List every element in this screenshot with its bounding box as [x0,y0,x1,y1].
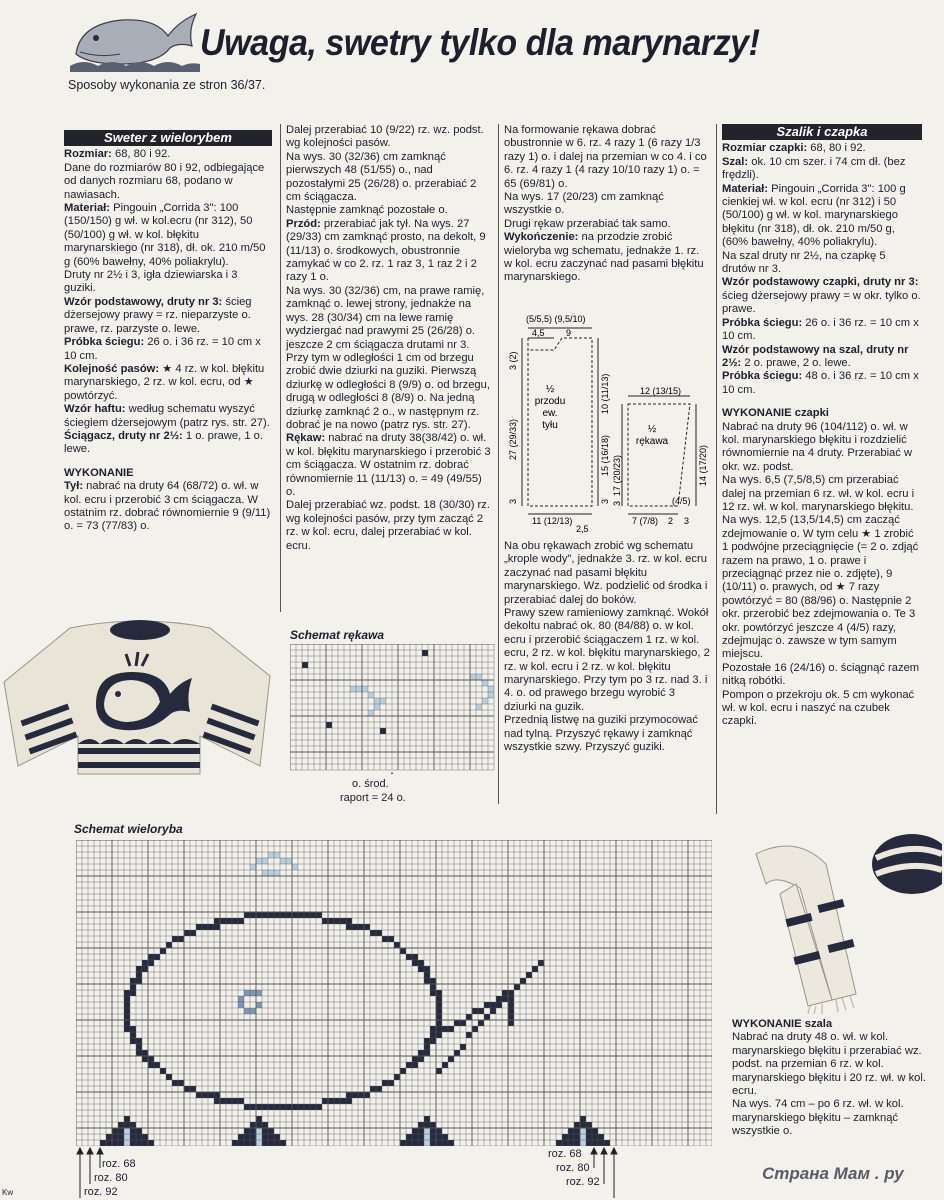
paragraph [722,474,922,514]
paragraph-lead: Szal: [722,155,749,168]
paragraph-text: ścieg dżersejowy prawy = rz. nieparzyste o. prawe, rz. parzyste o. lewe. [64,295,252,335]
paragraph-lead: Wzór haftu: [64,403,126,416]
paragraph-text: 26 o. i 36 rz. = 10 cm x 10 cm. [64,336,261,362]
dim-top-a: (5/5,5) (9,5/10) [526,314,586,324]
dim-top-c: 9 [566,328,572,338]
paragraph [504,231,710,285]
paragraph-text: 68, 80 i 92. [111,148,171,161]
paragraph-lead: Przód: [286,217,321,230]
paragraph-text: Druty nr 2½ i 3, igła dziewiarska i 3 guziki. [64,269,238,295]
paragraph [64,148,272,161]
paragraph [732,1098,928,1138]
sweater-column-2 [286,124,492,553]
paragraph [504,540,710,607]
dim-sleeve-left-1: 17 (20/23) [612,454,622,496]
paragraph [286,151,492,205]
paragraph-lead: Ściągacz, druty nr 2½: [64,429,183,442]
column-divider [498,124,499,804]
scarf-hat-materials [722,142,922,397]
paragraph [286,218,492,285]
paragraph-lead: Wykończenie: [504,231,579,244]
paragraph-text: 48 o. i 36 rz. = 10 cm x 10 cm. [722,370,919,396]
paragraph-text: Na formowanie rękawa dobrać obustronnie w 6. rz. 4 razy 1 (6 razy 1/3 razy 1) o. i dalej na przemian w co 4. i co 6. rz. 4 razy 1 (4 razy 10/10 razy 1) o. = 65 (69/81) o. [504,124,707,190]
dim-left-2: 27 (29/33) [508,418,518,460]
paragraph [722,250,922,277]
dim-right-3: 3 [600,498,610,504]
paragraph [286,499,492,553]
paragraph [504,124,710,191]
paragraph [722,183,922,250]
paragraph [64,363,272,403]
paragraph [504,607,710,714]
hat-instructions [722,421,922,729]
paragraph-lead: Wzór podstawowy czapki, druty nr 3: [722,276,919,289]
size-diagram [502,310,714,536]
paragraph [286,432,492,499]
paragraph [64,403,272,430]
whale-chart-title: Schemat wieloryba [74,822,183,836]
paragraph [722,514,922,661]
paragraph-text: Nabrać na druty 96 (104/112) o. wł. w kol. marynarskiego błękitu i rozdzielić równomiernie na 4 druty. Przerabiać w okr. wz. podst. [722,420,913,473]
dim-sleeve-bottom-3: 3 [684,516,690,526]
corner-mark: Kw [2,1188,14,1197]
whale-left-size-80: roz. 80 [94,1172,128,1184]
paragraph-text: według schematu wyszyć ściegiem dżersejowym (patrz rys. str. 27). [64,403,270,429]
scarf-instructions-heading: WYKONANIE szala [732,1018,833,1030]
paragraph [504,191,710,218]
paragraph [64,269,272,296]
paragraph-text: na przodzie zrobić wieloryba wg schematu, jednakże 1. rz. w kol. ecru zaczynać nad pasami błękitu marynarskiego. [504,231,704,284]
whale-chart [76,840,712,1146]
paragraph-text: Na wys. 12,5 (13,5/14,5) cm zacząć zdejmowanie o. W tym celu ★ 1 zrobić 1 podwójne przeciągnięcie (= 2 o. zdjąć razem na prawo, 1 o. prawe i przeciągnąć przez nie o. zdjęte), 9 (10/11) o. prawych, od ★ 7 razy powtórzyć = 80 (88/96) o. Następnie 2 okr. przerobić bez zdejmowania o. Te 3 okr. powtórzyć jeszcze 4 (4/5) razy, zdejmując o. zawsze w tym samym miejscu. [722,514,919,661]
whale-logo-icon [70,2,200,72]
paragraph-text: Na wys. 30 (32/36) cm, na prawe ramię, zamknąć o. lewej strony, jednakże na wys. 28 (30/34) cm na lewe ramię wydziergać nad prawymi 25 (26/28) o. jeszcze 2 cm ściągacza drutami nr 3. Przy tym w odległości 1 cm od brzegu zrobić dwie dziurki na guziki. Pierwszą dziurkę w odległości 8 (9/9) o. od brzegu, drugą w odległości 8 (8/9) o. Na jedną dziurkę zamknąć 2 o., w następnym rz. dobrać je na nowo (patrz rys. str. 27). [286,284,490,431]
paragraph-text: Przednią listwę na guziki przymocować nad tylną. Przyszyć rękawy i zamknąć wszystkie szwy. Przyszyć guziki. [504,714,698,754]
wykonanie-heading: WYKONANIE [64,466,134,479]
scarf-instructions-block [732,1018,928,1139]
dim-sleeve-top: 12 (13/15) [640,386,682,396]
page-subtitle: Sposoby wykonania ze stron 36/37. [68,78,266,92]
paragraph-text: Pingouin „Corrida 3": 100 g cienkiej wł. w kol. ecru (nr 312) i 50 (50/100) g wł. w kol. marynarskiego błękitu (nr 318), dł. ok. 210 m/50 g, (60% bawełny, 40% poliakrylu). [722,182,906,249]
scarf-instructions [732,1031,928,1138]
paragraph [286,124,492,151]
dim-sleeve-bottom-2: 2 [668,516,674,526]
paragraph-lead: Próbka ściegu: [64,336,145,349]
dim-sleeve-right-2: (4/5) [672,496,691,506]
paragraph [64,202,272,269]
paragraph-text: Na wys. 30 (32/36) cm zamknąć pierwszych 48 (51/55) o., nad pozostałymi 25 (26/28) o. przerabiać 2 cm ściągacza. [286,150,477,204]
paragraph [504,714,710,754]
paragraph [722,662,922,689]
paragraph [722,344,922,371]
sleeve-chart [290,644,496,774]
dim-right-2: 15 (16/18) [600,434,610,476]
paragraph-text: Nabrać na druty 48 o. wł. w kol. marynarskiego błękitu i przerabiać wz. podst. na przemian 6 rz. w kol. marynarskiego błękitu i 20 rz. wł. w kol. ecru. [732,1031,926,1098]
paragraph-text: Prawy szew ramieniowy zamknąć. Wokół dekoltu nabrać ok. 80 (84/88) o. w kol. ecru i przerobić ściągaczem 1 rz. w kol. ecru, 2 rz. w kol. błękitu marynarskiego, 2 rz. w kol. ecru i 2 rz. w kol. błękitu marynarskiego. Przy tym po 3 rz. nad 3. i 4. o. od prawego brzegu wyrobić 3 dziurki na guzik. [504,607,710,713]
column-divider [716,124,717,814]
paragraph [286,285,492,432]
whale-right-size-80: roz. 80 [556,1162,590,1174]
dim-left-1: 3 (2) [508,351,518,370]
dim-sleeve-left-2: 3 [612,500,622,506]
paragraph-text: Na wys. 74 cm – po 6 rz. wł. w kol. marynarskiego błękitu – zamknąć wszystkie o. [732,1098,904,1138]
dim-bottom-2: 2,5 [576,524,589,534]
sweater-front-sleeve-instructions [286,124,492,553]
paragraph [64,296,272,336]
paragraph-text: 68, 80 i 92. [807,142,866,155]
paragraph-text: Drugi rękaw przerabiać tak samo. [504,217,671,230]
scarf-hat-heading: Szalik i czapka [722,124,922,140]
paragraph [732,1031,928,1098]
paragraph-text: 26 o. i 36 rz. = 10 cm x 10 cm. [722,316,919,343]
whale-left-size-92: roz. 92 [84,1186,118,1198]
paragraph-text: Pozostałe 16 (24/16) o. ściągnąć razem nitką robótki. [722,661,920,688]
paragraph-lead: Rozmiar czapki: [722,142,808,155]
paragraph [64,162,272,202]
hat-instructions-heading: WYKONANIE czapki [722,407,829,420]
paragraph [722,370,922,397]
paragraph-lead: Materiał: [64,202,111,215]
paragraph [722,421,922,475]
paragraph-text: Pompon o przekroju ok. 5 cm wykonać wł. w kol. ecru i naszyć na czubek czapki. [722,688,915,728]
paragraph-text: Dane do rozmiarów 80 i 92, odbiegające od danych rozmiaru 68, podano w nawiasach. [64,161,265,201]
paragraph-text: 2 o. prawe, 2 o. lewe. [741,356,851,369]
sweater-back-instructions [64,480,272,534]
dim-bottom: 11 (12/13) [532,516,573,526]
paragraph [722,317,922,344]
piece-label-line: tyłu [542,420,558,431]
body-piece-label [535,384,566,431]
page-title: Uwaga, swetry tylko dla marynarzy! [200,22,760,63]
paragraph-text: Następnie zamknąć pozostałe o. [286,204,448,217]
piece-label-line: ½ [545,384,555,395]
dim-sleeve-right: 14 (17/20) [698,444,708,486]
paragraph-text: Na wys. 17 (20/23) cm zamknąć wszystkie o. [504,191,664,217]
paragraph [722,156,922,183]
paragraph [64,430,272,457]
sweater-column-1 [64,130,272,534]
whale-right-size-92: roz. 92 [566,1176,600,1188]
paragraph [64,336,272,363]
paragraph [64,480,272,534]
whale-left-size-68: roz. 68 [102,1158,136,1170]
sleeve-chart-repeat-label: raport = 24 o. [340,792,406,804]
paragraph-text: Pingouin „Corrida 3": 100 (150/150) g wł. w kol.ecru (nr 312), 50 (50/100) g wł. w kol. błękitu marynarskiego (nr 318), dł. ok. 210 m/50 g (60% bawełny, 40% poliakrylu). [64,202,266,268]
sweater-heading: Sweter z wielorybem [64,130,272,146]
sleeve-chart-title: Schemat rękawa [290,628,385,642]
piece-label-line: ew. [542,408,558,419]
sleeve-piece-label [636,424,669,447]
scarf-hat-column [722,124,922,729]
piece-label-line: ½ [647,424,657,435]
piece-label-line: rękawa [635,436,669,447]
paragraph-text: przerabiać jak tył. Na wys. 27 (29/33) cm zamknąć prosto, na dekolt, 9 (11/13) o. środkowych, obustronnie zamykać w co 2. rz. 1 raz 3, 1 raz 2 i 2 razy 1 o. [286,217,486,284]
paragraph-text: ok. 10 cm szer. i 74 cm dł. (bez frędzli). [722,155,906,182]
paragraph [504,218,710,231]
paragraph-text: Dalej przerabiać 10 (9/22) rz. wz. podst. wg kolejności pasów. [286,124,484,150]
paragraph-text: Na wys. 6,5 (7,5/8,5) cm przerabiać dalej na przemian 6 rz. wł. w kol. ecru i 12 rz. wł. w kol. marynarskiego błękitu. [722,474,915,513]
whale-chart-right-arrows [590,1146,620,1200]
paragraph-lead: Tył: [64,480,84,493]
dim-sleeve-bottom: 7 (7/8) [632,516,659,526]
paragraph-text: Dalej przerabiać wz. podst. 18 (30/30) rz. wg kolejności pasów, przy tym zacząć 2 rz. w kol. ecru, dalej przerabiać w kol. ecru. [286,499,490,552]
paragraph-lead: Wzór podstawowy na szal, druty nr 2½: [722,343,909,369]
column-divider [280,124,281,612]
paragraph-lead: Próbka ściegu: [722,370,803,383]
paragraph [722,689,922,729]
paragraph-lead: Materiał: [722,182,769,195]
paragraph-text: Na szal druty nr 2½, na czapkę 5 drutów nr 3. [722,249,886,276]
paragraph-lead: Próbka ściegu: [722,316,803,329]
piece-label-line: przodu [534,396,566,407]
paragraph-lead: Rozmiar: [64,148,112,161]
dim-top-b: 4,5 [532,328,545,338]
paragraph [286,204,492,217]
paragraph-text: Na obu rękawach zrobić wg schematu „krople wody", jednakże 3. rz. w kol. ecru zaczynać nad pasami błękitu marynarskiego. Wz. podzielić od środka i przerabiać dalej do boków. [504,540,708,606]
paragraph-lead: Wzór podstawowy, druty nr 3: [64,295,223,308]
dim-right-1: 10 (11/13) [600,373,610,414]
paragraph [722,276,922,316]
paragraph-lead: Rękaw: [286,432,326,445]
paragraph-text: nabrać na druty 38(38/42) o. wł. w kol. błękitu marynarskiego i przerobić 3 cm ściągacza. W ostatnim rz. dobrać równomiernie 11 (11/13) o. = 49 (49/55) o. [286,432,491,498]
watermark: Страна Мам . ру [762,1164,904,1183]
sweater-materials [64,148,272,456]
paragraph-text: ścieg dżersejowy prawy = w okr. tylko o. prawe. [722,289,921,316]
paragraph [722,142,922,155]
paragraph-lead: Kolejność pasów: [64,362,160,375]
paragraph-text: ★ 4 rz. w kol. błękitu marynarskiego, 2 rz. w kol. ecru, od ★ powtórzyć. [64,362,265,402]
sweater-column-3 [504,124,710,285]
sweater-photo [0,616,280,776]
sweater-neck-instructions [504,540,710,755]
scarf-hat-photo [736,824,942,1014]
paragraph-text: nabrać na druty 64 (68/72) o. wł. w kol. ecru i przerobić 3 cm ściągacza. W ostatnim rz. dobrać równomiernie 9 (9/11) o. = 73 (77/83) o. [64,480,271,533]
sweater-column-3b [504,540,710,755]
sleeve-chart-center-label: o. środ. [352,778,389,790]
paragraph-text: 1 o. prawe, 1 o. lewe. [64,429,263,456]
whale-right-size-68: roz. 68 [548,1148,582,1160]
sweater-finishing-instructions [504,124,710,285]
dim-left-3: 3 [508,498,518,504]
